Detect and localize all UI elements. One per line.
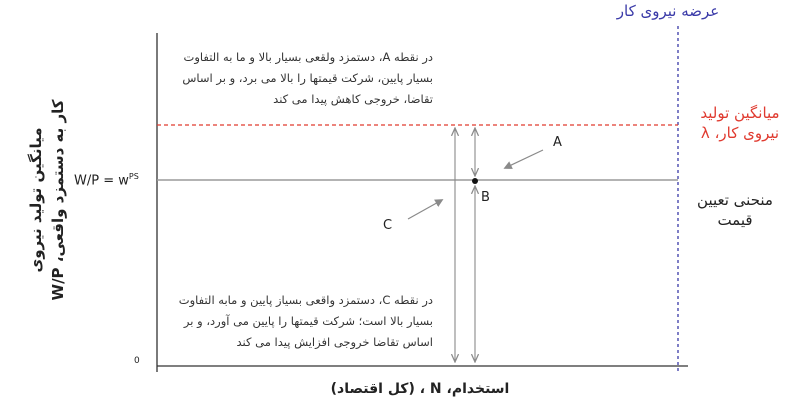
- y-axis-title-line1: میانگین تولید نیروی: [27, 127, 45, 273]
- x-axis-title: استخدام، N ، (کل اقتصاد): [330, 381, 510, 397]
- point-b-label: B: [481, 190, 490, 205]
- point-a-label: A: [553, 135, 562, 150]
- price-setting-label: [680, 190, 790, 230]
- pointer-c: [408, 200, 442, 219]
- point-b-marker: [472, 178, 478, 184]
- note-c: در نقطه C، دستمزد واقعی بسیاز پایین و مابه التفاوت بسیار بالا است؛ شرکت قیمتها را پایین می آورد، و بر اساس تقاضا خروجی افزایش پیدا می کند: [178, 293, 433, 349]
- note-a: در نقطه A، دستمزد ولقعی بسیار بالا و ما به التفاوت بسیار پایین، شرکت قیمتها را بالا می برد، و بر اساس تقاضا، خروجی کاهش پیدا می کند: [182, 50, 433, 106]
- price-setting-label-line2: قیمت: [717, 211, 753, 229]
- average-product-label-line1: میانگین تولید: [700, 104, 780, 122]
- average-product-label: [680, 103, 800, 143]
- wps-label-sup: PS: [128, 172, 139, 181]
- average-product-label-line2: نیروی کار، λ: [700, 124, 780, 142]
- y-axis-title-line2: کار به دستمزد واقعی، W/P: [49, 99, 67, 301]
- point-c-label: C: [383, 218, 393, 233]
- wps-label-main: W/P = w: [74, 173, 129, 189]
- y-origin-label: 0: [134, 356, 140, 366]
- y-axis-title: [25, 50, 69, 350]
- pointer-a: [505, 150, 543, 168]
- wps-label: [74, 172, 139, 188]
- labor-supply-label: عرضه نیروی کار: [616, 2, 720, 20]
- price-setting-label-line1: منحنی تعیین: [697, 191, 773, 209]
